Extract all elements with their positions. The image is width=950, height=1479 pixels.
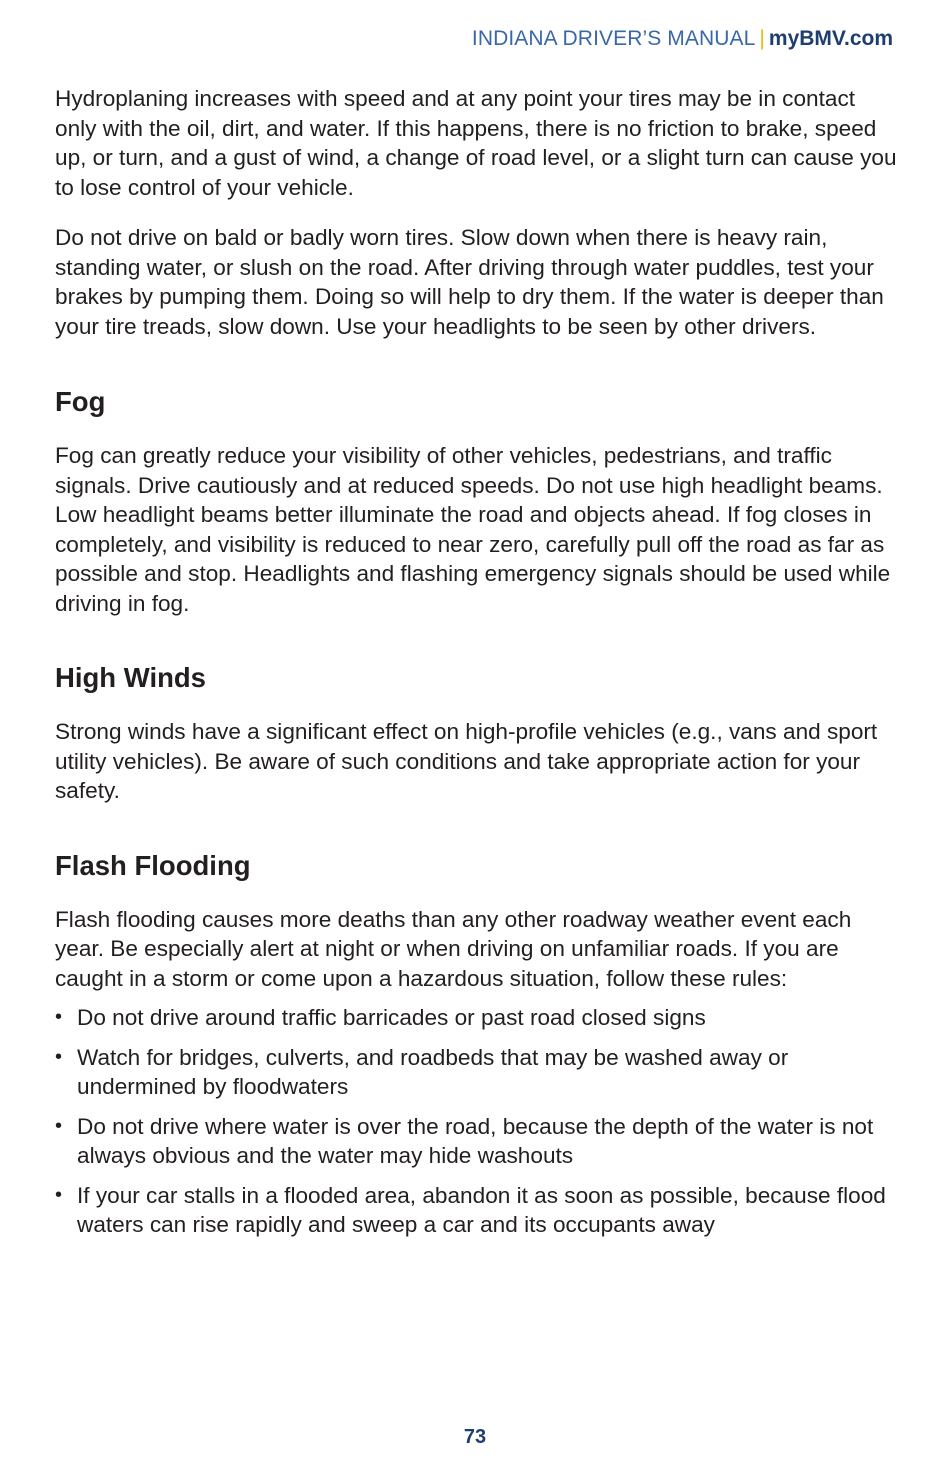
list-item [55,1043,900,1102]
list-item [55,1112,900,1171]
page-number: 73 [463,1426,487,1448]
bullet-icon: • [55,1183,63,1206]
fog-heading: Fog [55,386,106,417]
flash-flooding-rules-list [55,1003,900,1240]
fog-paragraph: Fog can greatly reduce your visibility of other vehicles, pedestrians, and traffic signals. Drive cautiously and at reduced speeds. Do not use high headlight beams. Low headlight beams better illuminate the road and objects ahead. If fog closes in completely, and visibility is reduced to near zero, carefully pull off the road as far as possible and stop. Headlights and flashing emergency signals should be used while driving in fog. [55,443,891,616]
list-item [55,1181,900,1240]
high-winds-heading: High Winds [55,662,206,693]
running-header [472,26,893,52]
bullet-icon: • [55,1045,63,1068]
manual-title: INDIANA DRIVER’S MANUAL [471,27,756,50]
bullet-icon: • [55,1006,63,1028]
flash-flooding-paragraph: Flash flooding causes more deaths than any other roadway weather event each year. Be especially alert at night or when driving on unfamiliar roads. If you are caught in a storm or come upon a hazardous situation, follow these rules: [55,906,852,991]
list-item-text: If your car stalls in a flooded area, abandon it as soon as possible, because flood waters can rise rapidly and sweep a car and its occupants away [77,1182,886,1237]
page-content [55,84,900,1250]
hydroplaning-paragraph: Hydroplaning increases with speed and at any point your tires may be in contact only with the oil, dirt, and water. If this happens, there is no friction to brake, speed up, or turn, and a gust of wind, a change of road level, or a slight turn can cause you to lose control of your vehicle. [55,86,897,200]
list-item-text: Watch for bridges, culverts, and roadbeds that may be washed away or undermined by floodwaters [77,1044,789,1099]
header-separator: | [759,27,765,50]
flash-flooding-heading: Flash Flooding [55,849,251,881]
list-item [55,1003,900,1033]
bullet-icon: • [55,1114,63,1137]
tires-paragraph: Do not drive on bald or badly worn tires. Slow down when there is heavy rain, standing water, or slush on the road. After driving through water puddles, test your brakes by pumping them. Doing so will help to dry them. If the water is deeper than your tire treads, slow down. Use your headlights to be seen by other drivers. [55,225,884,339]
high-winds-paragraph: Strong winds have a significant effect on high-profile vehicles (e.g., vans and sport utility vehicles). Be aware of such conditions and take appropriate action for your safety. [55,719,878,803]
list-item-text: Do not drive around traffic barricades or past road closed signs [77,1005,706,1030]
list-item-text: Do not drive where water is over the road, because the depth of the water is not always obvious and the water may hide washouts [77,1113,874,1168]
site-name: myBMV.com [768,27,893,50]
